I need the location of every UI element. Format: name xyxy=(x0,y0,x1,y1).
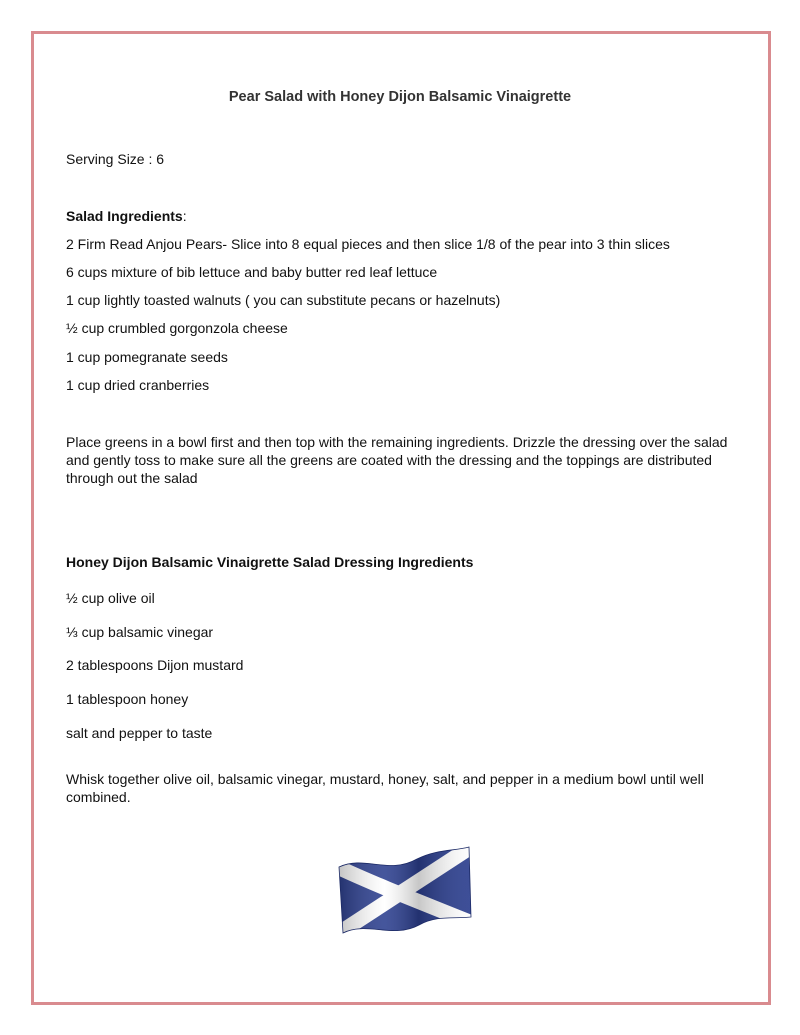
dressing-ingredient-item: salt and pepper to taste xyxy=(66,725,213,741)
salad-ingredient-item: 2 Firm Read Anjou Pears- Slice into 8 equal pieces and then slice 1/8 of the pear into 3 thin slices xyxy=(66,236,670,252)
salad-ingredient-item: 6 cups mixture of bib lettuce and baby butter red leaf lettuce xyxy=(66,264,438,280)
salad-ingredient-item: 1 cup lightly toasted walnuts ( you can substitute pecans or hazelnuts) xyxy=(66,292,501,308)
scottish-flag-icon xyxy=(337,845,473,937)
salad-instructions: Place greens in a bowl first and then top with the remaining ingredients. Drizzle the dressing over the salad and gently toss to make sure all the greens are coated with the dressing and the toppings are distributed through out the salad xyxy=(66,434,728,486)
salad-ingredient-item: ½ cup crumbled gorgonzola cheese xyxy=(66,320,288,336)
salad-ingredient-item: 1 cup dried cranberries xyxy=(66,377,210,393)
salad-ingredients-heading xyxy=(66,208,187,224)
serving-size: Serving Size : 6 xyxy=(66,151,165,167)
dressing-instructions: Whisk together olive oil, balsamic vinegar, mustard, honey, salt, and pepper in a medium bowl until well combined. xyxy=(66,771,704,805)
salad-ingredient-item: 1 cup pomegranate seeds xyxy=(66,349,228,365)
dressing-ingredients-heading: Honey Dijon Balsamic Vinaigrette Salad Dressing Ingredients xyxy=(66,554,474,570)
dressing-ingredient-item: ⅓ cup balsamic vinegar xyxy=(66,624,214,640)
dressing-ingredient-item: ½ cup olive oil xyxy=(66,590,155,606)
dressing-ingredient-item: 2 tablespoons Dijon mustard xyxy=(66,657,244,673)
flag-shading xyxy=(337,845,473,937)
salad-heading-colon: : xyxy=(182,208,187,224)
dressing-ingredient-item: 1 tablespoon honey xyxy=(66,691,189,707)
salad-heading-text: Salad Ingredients xyxy=(66,208,183,224)
recipe-title: Pear Salad with Honey Dijon Balsamic Vinaigrette xyxy=(228,89,572,105)
